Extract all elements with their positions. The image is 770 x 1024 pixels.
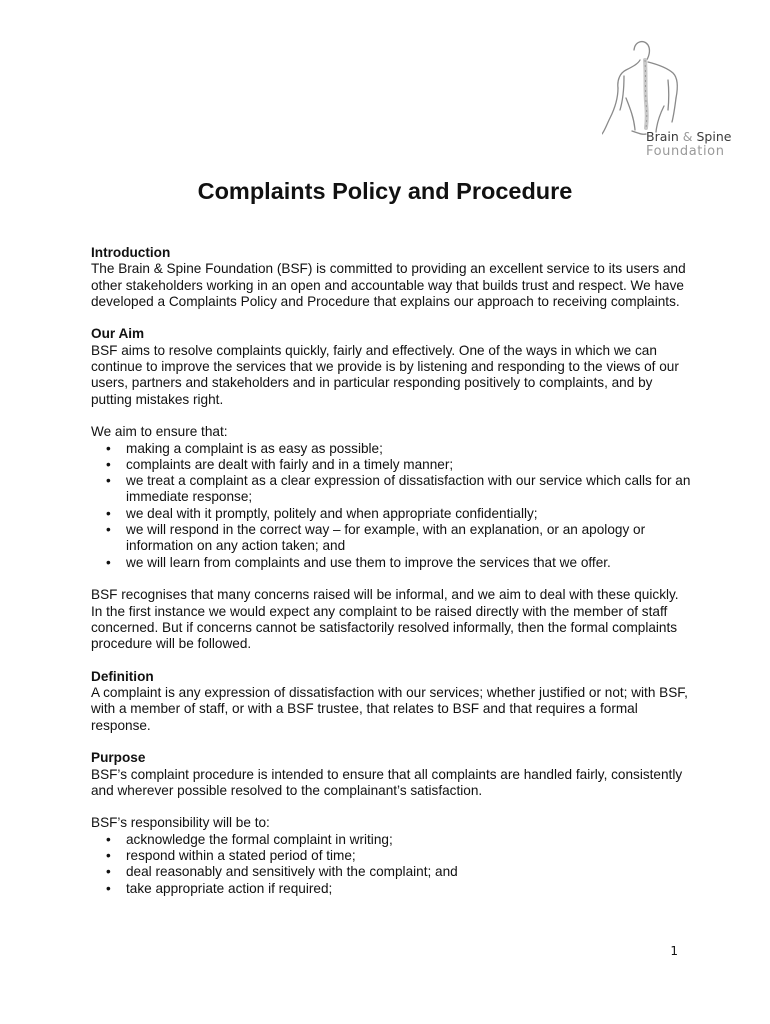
list-item (91, 555, 691, 571)
list-item (91, 506, 691, 522)
bullet-icon: • (106, 440, 111, 456)
list-item (91, 473, 691, 506)
purpose-section (91, 750, 691, 799)
list-item-text: making a complaint is as easy as possible; (126, 440, 383, 456)
introduction-heading: Introduction (91, 245, 171, 260)
definition-paragraph: A complaint is any expression of dissatisfaction with our services; whether justified or not; with BSF, with a member of staff, or with a BSF trustee, that relates to BSF and that requires a formal response. (91, 685, 688, 733)
list-item (91, 457, 691, 473)
logo-spine-text: Spine (696, 129, 732, 144)
bullet-icon: • (106, 473, 111, 489)
page-number: 1 (670, 944, 678, 958)
bullet-icon: • (106, 522, 111, 538)
list-item-text: deal reasonably and sensitively with the complaint; and (126, 864, 458, 880)
list-item-text: acknowledge the formal complaint in writing; (126, 831, 393, 847)
ensure-intro: We aim to ensure that: (91, 424, 228, 440)
introduction-section (91, 245, 691, 310)
list-item-text: respond within a stated period of time; (126, 847, 356, 863)
logo-brain-text: Brain (646, 129, 679, 144)
list-item-text: we will respond in the correct way – for example, with an explanation, or an apology or information on any action taken; and (126, 522, 646, 554)
brain-spine-foundation-logo (602, 36, 732, 164)
responsibility-intro: BSF’s responsibility will be to: (91, 815, 270, 831)
list-item-text: we treat a complaint as a clear expression of dissatisfaction with our service which calls for an immediate response; (126, 473, 691, 505)
informal-paragraph: BSF recognises that many concerns raised will be informal, and we aim to deal with these quickly. In the first instance we would expect any complaint to be raised directly with the member of staff concerned. But if concerns cannot be satisfactorily resolved informally, then the formal complaints procedure will be followed. (91, 587, 679, 652)
responsibility-section (91, 815, 691, 896)
responsibility-list (91, 832, 691, 897)
list-item (91, 441, 691, 457)
list-item (91, 864, 691, 880)
list-item (91, 832, 691, 848)
list-item (91, 522, 691, 555)
purpose-paragraph: BSF’s complaint procedure is intended to ensure that all complaints are handled fairly, consistently and wherever possible resolved to the complainant’s satisfaction. (91, 766, 683, 798)
aim-paragraph: BSF aims to resolve complaints quickly, fairly and effectively. One of the ways in which we can continue to improve the services that we provide is by listening and responding to the views of our users, partners and stakeholders and in particular responding positively to complaints, and by putting mistakes right. (91, 342, 679, 407)
bullet-icon: • (106, 864, 111, 880)
list-item-text: complaints are dealt with fairly and in a timely manner; (126, 456, 454, 472)
definition-section (91, 669, 691, 734)
list-item-text: take appropriate action if required; (126, 880, 333, 896)
bullet-icon: • (106, 456, 111, 472)
document-title: Complaints Policy and Procedure (197, 178, 573, 204)
logo-ampersand: & (682, 129, 693, 144)
informal-section (91, 587, 691, 652)
list-item (91, 881, 691, 897)
document-body (91, 245, 691, 913)
bullet-icon: • (106, 847, 111, 863)
purpose-heading: Purpose (91, 750, 146, 766)
bullet-icon: • (106, 554, 111, 570)
aim-section (91, 326, 691, 407)
list-item-text: we will learn from complaints and use them to improve the services that we offer. (126, 554, 611, 570)
logo-foundation-text: Foundation (646, 144, 725, 159)
ensure-list (91, 441, 691, 571)
ensure-section (91, 424, 691, 571)
aim-heading: Our Aim (91, 326, 145, 342)
bullet-icon: • (106, 880, 111, 896)
bullet-icon: • (106, 505, 111, 521)
list-item (91, 848, 691, 864)
bullet-icon: • (106, 831, 111, 847)
introduction-paragraph: The Brain & Spine Foundation (BSF) is committed to providing an excellent service to its users and other stakeholders working in an open and accountable way that builds trust and respect. We have developed a Complaints Policy and Procedure that explains our approach to receiving complaints. (91, 261, 686, 309)
list-item-text: we deal with it promptly, politely and when appropriate confidentially; (126, 505, 538, 521)
definition-heading: Definition (91, 668, 154, 684)
spine-figure-icon (602, 36, 732, 136)
